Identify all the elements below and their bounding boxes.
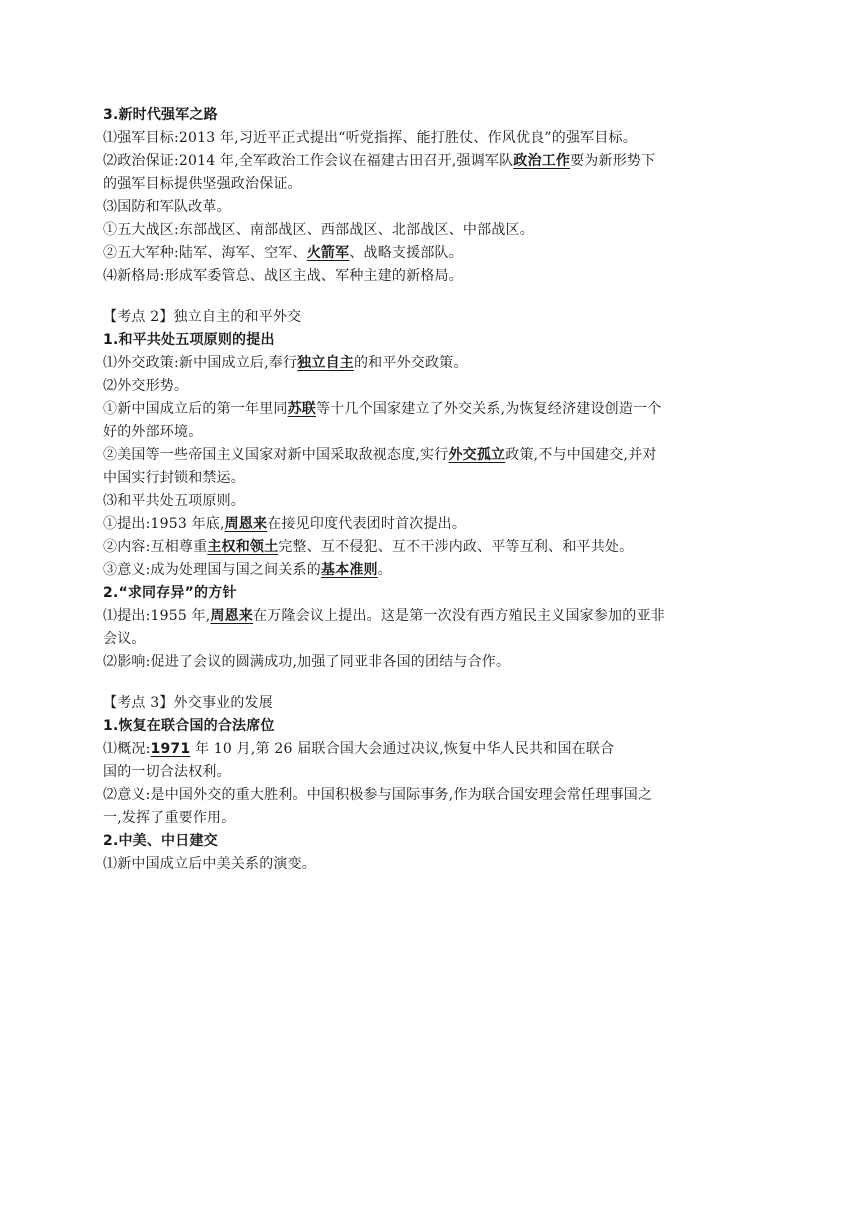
paragraph: 好的外部环境。: [103, 424, 203, 440]
paragraph: ⑵外交形势。: [103, 378, 189, 394]
topic-heading: 【考点 2】独立自主的和平外交: [103, 309, 302, 325]
subheading: 1.和平共处五项原则的提出: [103, 332, 275, 348]
key-term: 独立自主: [297, 355, 354, 371]
paragraph: ⑵意义:是中国外交的重大胜利。中国积极参与国际事务,作为联合国安理会常任理事国之: [103, 787, 653, 803]
key-term: 外交孤立: [448, 447, 506, 463]
paragraph: ③意义:成为处理国与国之间关系的基本准则。: [103, 562, 392, 578]
paragraph: ⑴概况:1971 年 10 月,第 26 届联合国大会通过决议,恢复中华人民共和国在联合: [103, 741, 615, 757]
paragraph: ②五大军种:陆军、海军、空军、火箭军、战略支援部队。: [103, 245, 463, 261]
paragraph: 一,发挥了重要作用。: [103, 810, 236, 826]
paragraph: ⑵影响:促进了会议的圆满成功,加强了同亚非各国的团结与合作。: [103, 654, 511, 670]
paragraph: ⑴外交政策:新中国成立后,奉行独立自主的和平外交政策。: [103, 355, 468, 371]
paragraph: 中国实行封锁和禁运。: [103, 470, 245, 486]
paragraph: ①新中国成立后的第一年里同苏联等十几个国家建立了外交关系,为恢复经济建设创造一个: [103, 401, 662, 417]
paragraph: 的强军目标提供坚强政治保证。: [103, 176, 302, 192]
document-page: [103, 104, 743, 876]
key-term: 政治工作: [513, 153, 571, 169]
paragraph: ②内容:互相尊重主权和领土完整、互不侵犯、互不干涉内政、平等互利、和平共处。: [103, 539, 634, 555]
subheading: 2.“求同存异”的方针: [103, 585, 237, 601]
paragraph: ⑷新格局:形成军委管总、战区主战、军种主建的新格局。: [103, 268, 463, 284]
paragraph: 国的一切合法权利。: [103, 764, 231, 780]
paragraph: ⑶国防和军队改革。: [103, 199, 231, 215]
key-term: 1971: [150, 741, 191, 757]
key-term: 基本准则: [320, 562, 378, 578]
paragraph: ②美国等一些帝国主义国家对新中国采取敌视态度,实行外交孤立政策,不与中国建交,并对: [103, 447, 657, 463]
topic-heading: 【考点 3】外交事业的发展: [103, 695, 273, 711]
section-heading: 3.新时代强军之路: [103, 107, 218, 123]
paragraph: 会议。: [103, 631, 146, 647]
paragraph: ⑴强军目标:2013 年,习近平正式提出“听党指挥、能打胜仗、作风优良”的强军目标。: [103, 130, 637, 146]
paragraph: ①五大战区:东部战区、南部战区、西部战区、北部战区、中部战区。: [103, 222, 534, 238]
paragraph: ⑴新中国成立后中美关系的演变。: [103, 856, 316, 872]
key-term: 周恩来: [224, 516, 268, 532]
key-term: 苏联: [287, 401, 317, 417]
key-term: 火箭军: [306, 245, 350, 261]
subheading: 1.恢复在联合国的合法席位: [103, 718, 275, 734]
paragraph: ⑴提出:1955 年,周恩来在万隆会议上提出。这是第一次没有西方殖民主义国家参加的亚非: [103, 608, 665, 624]
key-term: 周恩来: [210, 608, 254, 624]
paragraph: ①提出:1953 年底,周恩来在接见印度代表团时首次提出。: [103, 516, 467, 532]
subheading: 2.中美、中日建交: [103, 833, 218, 849]
paragraph: ⑶和平共处五项原则。: [103, 493, 245, 509]
key-term: 主权和领土: [207, 539, 279, 555]
paragraph: ⑵政治保证:2014 年,全军政治工作会议在福建古田召开,强调军队政治工作要为新形势下: [103, 153, 656, 169]
